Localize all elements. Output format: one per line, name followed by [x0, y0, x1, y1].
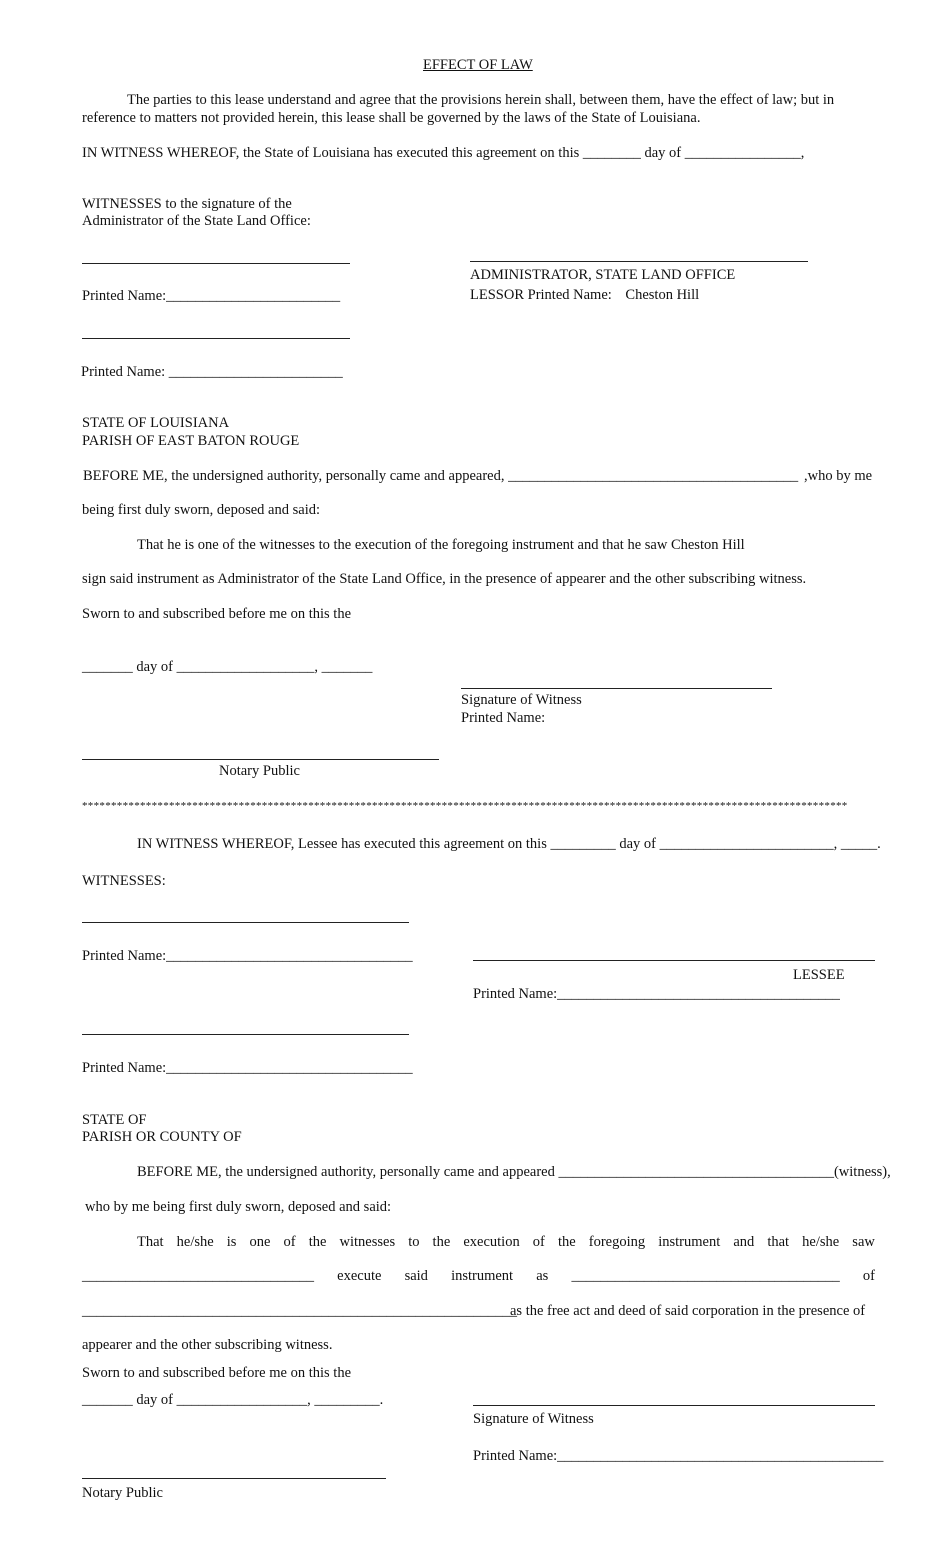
that-he-she-clause-word: he/she [176, 1234, 214, 1250]
execute-clause-word: as [536, 1268, 549, 1284]
lessee-witness-printed-name-2[interactable]: Printed Name:__________________________________ [82, 1060, 413, 1076]
appearer-line: appearer and the other subscribing witness. [82, 1337, 333, 1353]
lessee-printed-name[interactable]: Printed Name:_______________________________________ [473, 986, 840, 1002]
witness-signature-line-2[interactable] [82, 338, 350, 339]
witnesses-admin-heading-2: Administrator of the State Land Office: [82, 213, 311, 229]
effect-paragraph-line-1: The parties to this lease understand and agree that the provisions herein shall, between them, have the effect of law; but in [127, 92, 835, 108]
lessor-text: LESSOR [470, 287, 524, 303]
who-by-me-text: ,who by me [804, 468, 873, 484]
being-sworn-2: who by me being first duly sworn, deposed and said: [85, 1199, 392, 1215]
execute-clause-word: instrument [451, 1268, 514, 1284]
state-execution-clause: IN WITNESS WHEREOF, the State of Louisiana has executed this agreement on this ________ day of ________________, [82, 145, 805, 161]
that-he-she-clause-word: of [532, 1234, 545, 1250]
lessee-witness-printed-name-1[interactable]: Printed Name:__________________________________ [82, 948, 413, 964]
sworn-subscribed-1: Sworn to and subscribed before me on this the [82, 606, 352, 622]
free-act-clause: as the free act and deed of said corporation in the presence of [510, 1303, 866, 1319]
execute-clause-word: execute [337, 1268, 382, 1284]
lessor-printed-name-label: Printed Name: [527, 287, 612, 303]
execute-clause-word[interactable]: ________________________________ [82, 1268, 314, 1284]
lessee-signature-line[interactable] [473, 960, 875, 961]
administrator-signature-line[interactable] [470, 261, 808, 262]
witnesses-admin-heading-1: WITNESSES to the signature of the [82, 196, 292, 212]
signature-of-witness-label-2: Signature of Witness [473, 1411, 594, 1427]
that-he-witness-clause: That he is one of the witnesses to the execution of the foregoing instrument and that he saw Cheston Hill [137, 537, 745, 553]
state-of-label: STATE OF [82, 1112, 147, 1128]
lessee-execution-clause: IN WITNESS WHEREOF, Lessee has executed this agreement on this _________ day of ________________________, _____. [137, 836, 881, 852]
witness-printed-name-2[interactable]: Printed Name: ________________________ [81, 364, 343, 380]
corporation-name-blank[interactable]: ____________________________________________________________ [82, 1303, 517, 1319]
sign-said-instrument-clause: sign said instrument as Administrator of the State Land Office, in the presence of appearer and the other subscribing witness. [82, 571, 807, 587]
administrator-title: ADMINISTRATOR, STATE LAND OFFICE [470, 267, 736, 283]
section-separator: ************************************************************************************************************************************ [82, 800, 848, 812]
notary-signature-line-1[interactable] [82, 759, 439, 760]
notary-signature-line-2[interactable] [82, 1478, 386, 1479]
that-he-she-clause-word: he/she [802, 1234, 840, 1250]
lessor-printed-name-value: Cheston Hill [625, 287, 700, 303]
that-he-she-clause-word: to [408, 1234, 420, 1250]
execute-instrument-clause [82, 1267, 875, 1285]
that-he-she-clause-word: That [137, 1234, 164, 1250]
state-of-louisiana: STATE OF LOUISIANA [82, 415, 230, 431]
witness-signature-line-1[interactable] [82, 263, 350, 264]
execute-clause-word: said [404, 1268, 428, 1284]
execute-clause-word[interactable]: _____________________________________ [571, 1268, 840, 1284]
witnesses-lessee-heading: WITNESSES: [82, 873, 166, 889]
that-he-she-clause-word: witnesses [339, 1234, 396, 1250]
that-he-she-clause-word: execution [463, 1234, 520, 1250]
signature-of-witness-label-1: Signature of Witness [461, 692, 582, 708]
witness-signature-line-3[interactable] [461, 688, 772, 689]
parish-or-county-label: PARISH OR COUNTY OF [82, 1129, 242, 1145]
that-he-she-clause-word: that [767, 1234, 790, 1250]
being-sworn-1: being first duly sworn, deposed and said: [82, 502, 321, 518]
that-he-she-clause-word: is [226, 1234, 237, 1250]
that-he-she-clause-word: instrument [658, 1234, 721, 1250]
notary-public-label-1: Notary Public [219, 763, 300, 779]
lessor-label [470, 286, 699, 304]
sworn-subscribed-2: Sworn to and subscribed before me on this the [82, 1365, 352, 1381]
lessee-witness-signature-line-1[interactable] [82, 922, 409, 923]
before-me-clause-1: BEFORE ME, the undersigned authority, personally came and appeared, ________________________________________ [83, 468, 799, 484]
witness-printed-name-label-1: Printed Name: [461, 710, 546, 726]
notary-public-label-2: Notary Public [82, 1485, 163, 1501]
that-he-she-clause-word: the [557, 1234, 576, 1250]
witness-printed-name-1[interactable]: Printed Name:________________________ [82, 288, 341, 304]
before-me-clause-2: BEFORE ME, the undersigned authority, personally came and appeared ______________________________________(witness), [137, 1164, 891, 1180]
parish-east-baton-rouge: PARISH OF EAST BATON ROUGE [82, 433, 300, 449]
that-he-she-clause-word: and [733, 1234, 755, 1250]
that-he-she-clause-word: saw [852, 1234, 875, 1250]
that-he-she-clause-word: the [432, 1234, 451, 1250]
lessee-witness-signature-line-2[interactable] [82, 1034, 409, 1035]
that-he-she-clause-word: of [283, 1234, 296, 1250]
day-of-date-1[interactable]: _______ day of ___________________, _______ [82, 659, 373, 675]
day-of-date-2[interactable]: _______ day of __________________, _________. [82, 1392, 384, 1408]
lessee-label: LESSEE [793, 967, 845, 983]
that-he-she-witness-clause [137, 1233, 875, 1251]
that-he-she-clause-word: foregoing [588, 1234, 646, 1250]
execute-clause-word: of [862, 1268, 875, 1284]
witness-signature-line-4[interactable] [473, 1405, 875, 1406]
witness-printed-name-label-2[interactable]: Printed Name:_____________________________________________ [473, 1448, 884, 1464]
page-title: EFFECT OF LAW [423, 57, 533, 73]
that-he-she-clause-word: the [308, 1234, 327, 1250]
effect-paragraph-line-2: reference to matters not provided herein, this lease shall be governed by the laws of the State of Louisiana. [82, 110, 701, 126]
that-he-she-clause-word: one [249, 1234, 271, 1250]
